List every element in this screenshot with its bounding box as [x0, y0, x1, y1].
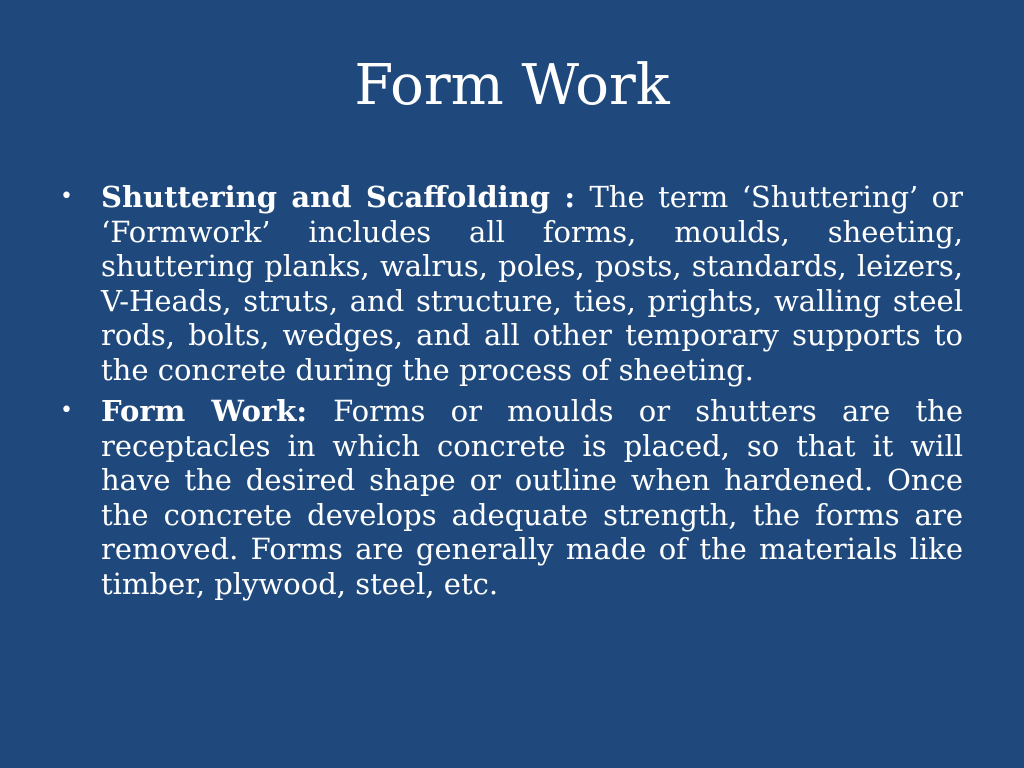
bullet-icon: • — [60, 184, 73, 209]
bullet-term: Form Work: — [101, 394, 334, 428]
bullet-text: The term ‘Shuttering’ or ‘Formwork’ includes all forms, moulds, sheeting, shuttering planks, walrus, poles, posts, standards, leizers, V-Heads, struts, and structure, ties, prights, walling steel rods, bolts, wedges, and all other temporary supports to the concrete during the process of sheeting. — [101, 180, 964, 387]
bullet-item-form-work — [60, 394, 963, 601]
bullet-icon: • — [60, 398, 73, 423]
bullet-list — [60, 180, 963, 608]
slide-title: Form Work — [354, 53, 670, 118]
bullet-item-shuttering — [60, 180, 963, 387]
bullet-term: Shuttering and Scaffolding : — [101, 180, 590, 214]
bullet-text: Forms or moulds or shutters are the receptacles in which concrete is placed, so that it will have the desired shape or outline when hardened. Once the concrete develops adequate strength, the forms are removed. Forms are generally made of the materials like timber, plywood, steel, etc. — [101, 394, 963, 601]
